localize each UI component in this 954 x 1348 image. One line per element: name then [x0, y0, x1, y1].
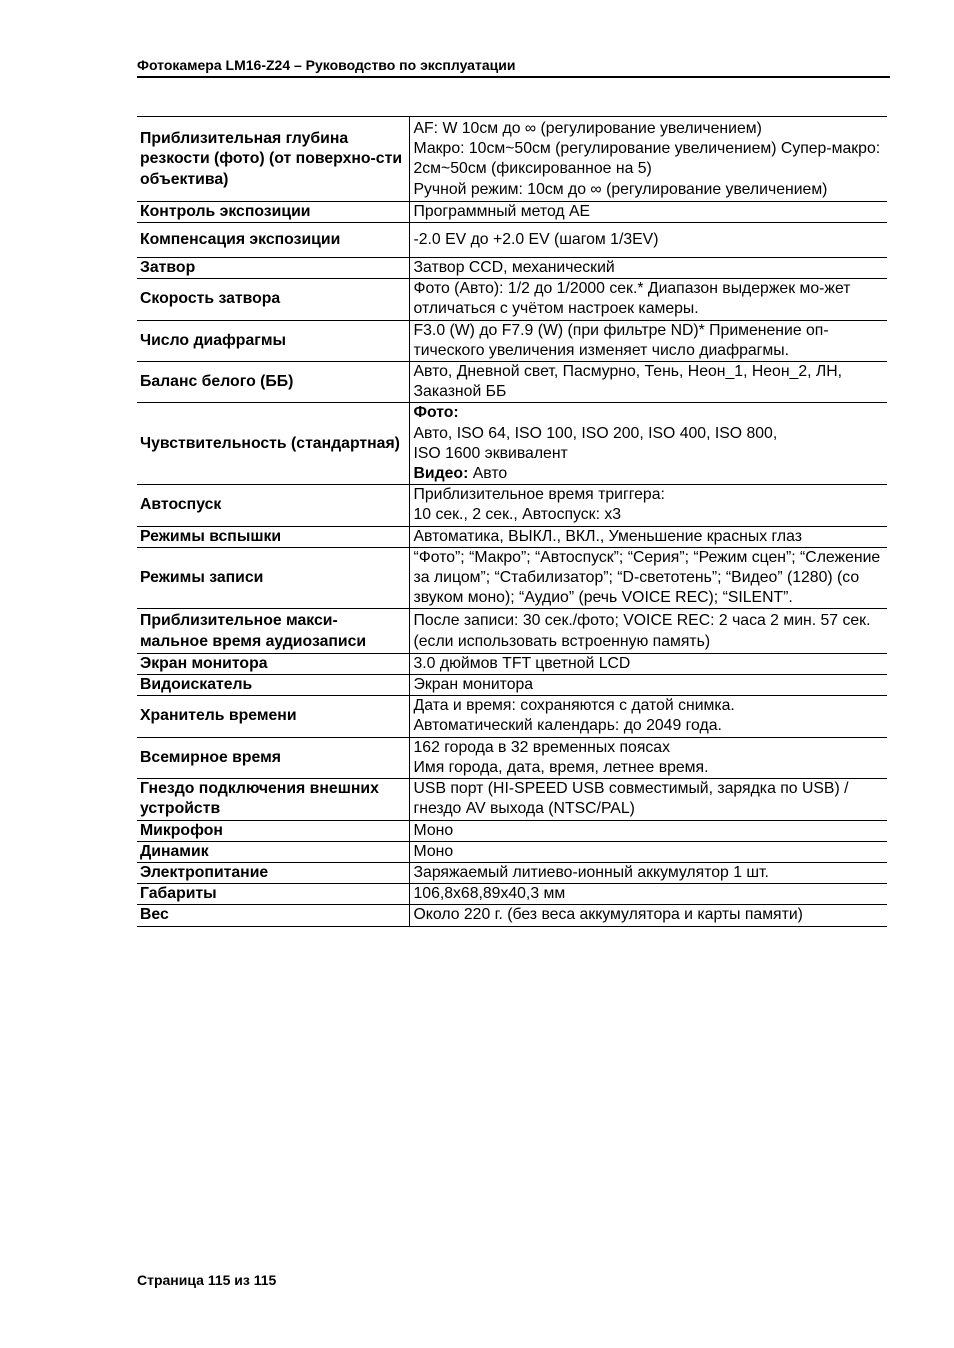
spec-label: Режимы вспышки [137, 526, 409, 547]
spec-label: Габариты [137, 884, 409, 905]
spec-value: Программный метод AE [409, 201, 887, 222]
specifications-table [137, 116, 887, 927]
spec-value: -2.0 EV до +2.0 EV (шагом 1/3EV) [409, 223, 887, 258]
spec-value-line [414, 464, 885, 484]
table-row [137, 884, 887, 905]
spec-label: Скорость затвора [137, 279, 409, 320]
spec-value-line: Автоматический календарь: до 2049 года. [413, 717, 722, 735]
spec-label: Хранитель времени [137, 696, 409, 737]
spec-value: После записи: 30 сек./фото; VOICE REC: 2 часа 2 мин. 57 сек. (если использовать встроенную память) [409, 609, 887, 653]
spec-value-line: 10 сек., 2 сек., Автоспуск: x3 [413, 506, 622, 524]
spec-label: Приблизительное макси-мальное время аудиозаписи [137, 609, 409, 653]
video-value: Авто [468, 465, 508, 483]
spec-value-line: Авто, ISO 64, ISO 100, ISO 200, ISO 400, ISO 800, [413, 424, 778, 442]
spec-value: F3.0 (W) до F7.9 (W) (при фильтре ND)* Применение оп-тического увеличения изменяет число диафрагмы. [409, 320, 887, 361]
spec-value: Заряжаемый литиево-ионный аккумулятор 1 шт. [409, 862, 887, 883]
table-row [137, 485, 887, 526]
page-header-title: Фотокамера LM16-Z24 – Руководство по эксплуатации [137, 57, 516, 73]
table-row [137, 201, 887, 222]
table-row [137, 362, 887, 403]
spec-value: 106,8x68,89x40,3 мм [409, 884, 887, 905]
spec-value [409, 737, 887, 778]
spec-value: Автоматика, ВЫКЛ., ВКЛ., Уменьшение красных глаз [409, 526, 887, 547]
table-row [137, 862, 887, 883]
spec-value: Около 220 г. (без веса аккумулятора и карты памяти) [409, 905, 887, 926]
table-row [137, 653, 887, 674]
spec-value: “Фото”; “Макро”; “Автоспуск”; “Серия”; “Режим сцен”; “Слежение за лицом”; “Стабилизатор”; “D-светотень”; “Видео” (1280) (со звуком моно); “Аудио” (речь VOICE REC); “SILENT”. [409, 547, 887, 609]
table-row [137, 696, 887, 737]
spec-value-line: 162 города в 32 временных поясах [413, 738, 670, 756]
spec-value: USB порт (HI-SPEED USB совместимый, зарядка по USB) / гнездо AV выхода (NTSC/PAL) [409, 779, 887, 820]
spec-value: Авто, Дневной свет, Пасмурно, Тень, Неон_1, Неон_2, ЛН, Заказной ББ [409, 362, 887, 403]
spec-label: Гнездо подключения внешних устройств [137, 779, 409, 820]
spec-value-line: AF: W 10см до ∞ (регулирование увеличением) [413, 120, 762, 137]
spec-label: Автоспуск [137, 485, 409, 526]
spec-label: Контроль экспозиции [137, 201, 409, 222]
header-rule [137, 76, 890, 78]
photo-subheading: Фото: [413, 404, 459, 422]
spec-label: Компенсация экспозиции [137, 223, 409, 258]
spec-label: Динамик [137, 841, 409, 862]
spec-value-line: Ручной режим: 10см до ∞ (регулирование увеличением) [413, 180, 828, 198]
spec-label: Вес [137, 905, 409, 926]
table-row [137, 403, 887, 485]
table-row [137, 547, 887, 609]
table-row [137, 117, 887, 202]
spec-label: Чувствительность (стандартная) [137, 403, 409, 485]
spec-value: Моно [409, 841, 887, 862]
table-row [137, 223, 887, 258]
spec-label: Видоискатель [137, 675, 409, 696]
spec-label: Режимы записи [137, 547, 409, 609]
table-row [137, 905, 887, 926]
spec-label: Приблизительная глубина резкости (фото) (от поверхно-сти объектива) [137, 117, 409, 202]
spec-value: Экран монитора [409, 675, 887, 696]
spec-label: Число диафрагмы [137, 320, 409, 361]
video-subheading: Видео: [413, 465, 469, 483]
spec-label: Всемирное время [137, 737, 409, 778]
spec-value [409, 485, 887, 526]
table-row [137, 675, 887, 696]
spec-value: Фото (Авто): 1/2 до 1/2000 сек.* Диапазон выдержек мо-жет отличаться с учётом настроек камеры. [409, 279, 887, 320]
spec-value-line: Приблизительное время триггера: [413, 486, 665, 504]
spec-value [409, 403, 887, 485]
spec-label: Экран монитора [137, 653, 409, 674]
spec-label: Баланс белого (ББ) [137, 362, 409, 403]
table-row [137, 320, 887, 361]
spec-value [409, 696, 887, 737]
table-row [137, 279, 887, 320]
table-row [137, 841, 887, 862]
table-row [137, 526, 887, 547]
table-row [137, 737, 887, 778]
spec-value: Затвор CCD, механический [409, 258, 887, 279]
table-row [137, 779, 887, 820]
table-row [137, 258, 887, 279]
spec-label: Электропитание [137, 862, 409, 883]
spec-value-line: ISO 1600 эквивалент [413, 444, 568, 462]
table-row [137, 609, 887, 653]
page-number: Страница 115 из 115 [137, 1272, 277, 1288]
spec-label: Микрофон [137, 820, 409, 841]
table-row [137, 820, 887, 841]
spec-value-line: Макро: 10см~50см (регулирование увеличением) Супер-макро: 2см~50см (фиксированное на 5) [413, 140, 881, 178]
spec-value: 3.0 дюймов TFT цветной LCD [409, 653, 887, 674]
spec-value [409, 117, 887, 202]
spec-value-line: Дата и время: сохраняются с датой снимка. [413, 697, 735, 715]
spec-label: Затвор [137, 258, 409, 279]
spec-value: Моно [409, 820, 887, 841]
spec-value-line: Имя города, дата, время, летнее время. [413, 758, 709, 776]
